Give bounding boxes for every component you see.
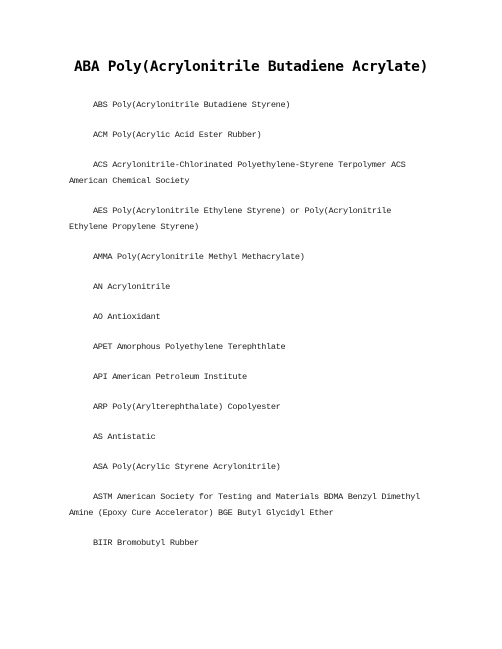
- abbreviation-entry: ACM Poly(Acrylic Acid Ester Rubber): [93, 130, 262, 140]
- abbreviation-entry: ASA Poly(Acrylic Styrene Acrylonitrile): [93, 462, 281, 472]
- abbreviation-list: [69, 97, 431, 565]
- abbreviation-entry: ACS Acrylonitrile-Chlorinated Polyethylene-Styrene Terpolymer ACS American Chemical Society: [69, 160, 406, 186]
- abbreviation-entry: AMMA Poly(Acrylonitrile Methyl Methacrylate): [93, 252, 305, 262]
- abbreviation-entry: BIIR Bromobutyl Rubber: [93, 538, 199, 548]
- abbreviation-entry: AES Poly(Acrylonitrile Ethylene Styrene) or Poly(Acrylonitrile Ethylene Propylene Styrene): [69, 206, 392, 232]
- abbreviation-entry: AS Antistatic: [93, 432, 156, 442]
- document-title: ABA Poly(Acrylonitrile Butadiene Acrylate): [73, 59, 429, 75]
- abbreviation-entry: AO Antioxidant: [93, 312, 161, 322]
- abbreviation-entry: ABS Poly(Acrylonitrile Butadiene Styrene): [93, 100, 291, 110]
- abbreviation-entry: AN Acrylonitrile: [93, 282, 170, 292]
- abbreviation-entry: ARP Poly(Arylterephthalate) Copolyester: [93, 402, 281, 412]
- abbreviation-entry: ASTM American Society for Testing and Materials BDMA Benzyl Dimethyl Amine (Epoxy Cure Accelerator) BGE Butyl Glycidyl Ether: [69, 492, 420, 518]
- abbreviation-entry: API American Petroleum Institute: [93, 372, 247, 382]
- abbreviation-entry: APET Amorphous Polyethylene Terephthlate: [93, 342, 286, 352]
